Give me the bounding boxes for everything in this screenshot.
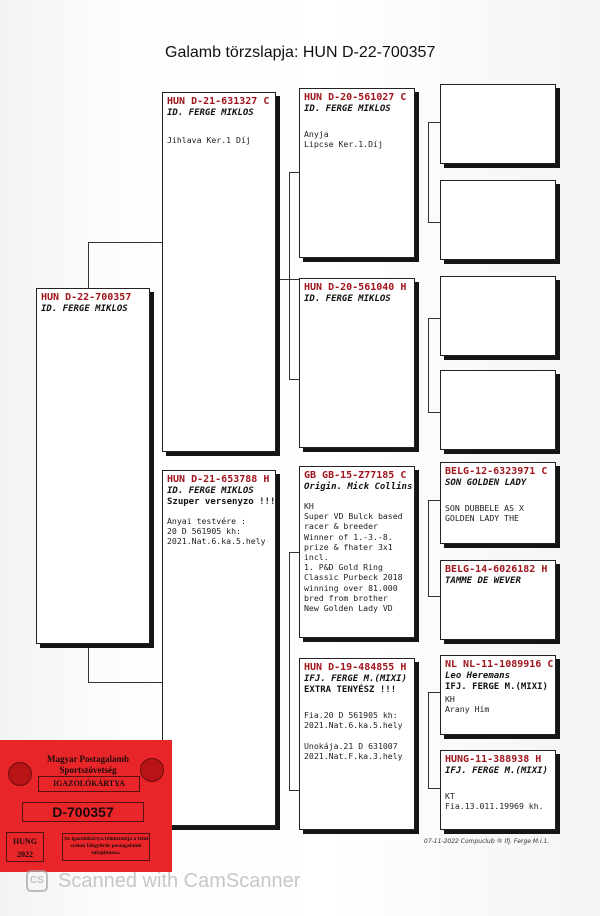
- pigeon-box-empty: [440, 276, 556, 356]
- connector-line: [428, 318, 429, 412]
- card-label: IGAZOLÓKÁRTYA: [38, 776, 140, 792]
- card-fine-print: Az igazolókártya felmutatója a fenti számú lábgyűrűs postagalamb tulajdonosa.: [62, 833, 150, 861]
- owner-name: IFJ. FERGE M.(MIXI): [304, 674, 407, 684]
- connector-line: [289, 279, 290, 379]
- pigeon-logo-icon: [8, 762, 32, 786]
- pigeon-box-empty: [440, 84, 556, 164]
- ring-number: HUN D-22-700357: [41, 292, 132, 303]
- pigeon-box-dam-sire-sire: [440, 462, 556, 544]
- connector-line: [276, 279, 300, 280]
- connector-line: [88, 682, 162, 683]
- pigeon-note: Anyai testvére : 20 D 561905 kh: 2021.Nat.6.ka.5.hely: [167, 516, 266, 547]
- pigeon-note: Fia.20 D 561905 kh: 2021.Nat.6.ka.5.hely Unokája.21 D 631007 2021.Nat.F.ka.3.hely: [304, 710, 403, 761]
- connector-line: [428, 788, 440, 789]
- pigeon-box-sire-sire: [299, 88, 415, 258]
- connector-line: [428, 412, 440, 413]
- pigeon-box-empty: [440, 370, 556, 450]
- owner-name: ID. FERGE MIKLOS: [304, 104, 391, 114]
- ring-number: HUN D-20-561040 H: [304, 282, 407, 293]
- ring-number: NL NL-11-1089916 C: [445, 659, 554, 670]
- pigeon-box-dam-dam-dam: [440, 750, 556, 830]
- ring-number: HUNG-11-388938 H: [445, 754, 542, 765]
- owner-name: IFJ. FERGE M.(MIXI): [445, 766, 548, 776]
- ring-number: BELG-14-6026182 H: [445, 564, 548, 575]
- pigeon-box-sire-dam: [299, 278, 415, 448]
- owner-name: ID. FERGE MIKLOS: [167, 108, 254, 118]
- pigeon-note: KT Fia.13.011.19969 kh.: [445, 791, 544, 812]
- connector-line: [428, 500, 440, 501]
- connector-line: [428, 500, 429, 596]
- pigeon-box-dam-dam-sire: [440, 655, 556, 735]
- pigeon-highlight: IFJ. FERGE M.(MIXI): [445, 682, 548, 692]
- connector-line: [88, 644, 89, 682]
- owner-name: ID. FERGE MIKLOS: [41, 304, 128, 314]
- connector-line: [88, 242, 89, 288]
- connector-line: [289, 552, 290, 790]
- watermark-text: Scanned with CamScanner: [58, 870, 301, 892]
- owner-name: Leo Heremans: [445, 671, 511, 681]
- print-footer: 07-11-2022 Compuclub ® Ifj. Ferge M.i.1.: [424, 838, 550, 845]
- connector-line: [289, 172, 290, 279]
- ring-number: BELG-12-6323971 C: [445, 466, 548, 477]
- pigeon-note: Jihlava Ker.1 Díj: [167, 135, 251, 145]
- connector-line: [88, 242, 162, 243]
- pigeon-note: KH Super VD Bulck based racer & breeder Winner of 1.-3.-8. prize & fhater 3x1 incl. 1. P&D Gold Ring Classic Purbeck 2018 winning over 81.000 bred from brother New Golden Lady VD: [304, 501, 403, 614]
- connector-line: [289, 172, 299, 173]
- connector-line: [428, 222, 440, 223]
- connector-line: [289, 379, 299, 380]
- owner-name: TAMME DE WEVER: [445, 576, 521, 586]
- pigeon-box-dam-dam: [299, 658, 415, 830]
- page-title: Galamb törzslapja: HUN D-22-700357: [165, 44, 436, 61]
- card-number: D-700357: [22, 802, 144, 822]
- owner-name: SON GOLDEN LADY: [445, 478, 527, 488]
- pigeon-note: KH Arany Hím: [445, 694, 490, 715]
- scanner-watermark: [0, 868, 600, 898]
- connector-line: [428, 318, 440, 319]
- connector-line: [428, 692, 429, 788]
- ring-number: HUN D-20-561027 C: [304, 92, 407, 103]
- connector-line: [428, 692, 440, 693]
- connector-line: [428, 596, 440, 597]
- ring-number: HUN D-21-631327 C: [167, 96, 270, 107]
- pigeon-note: SON DUBBELE AS X GOLDEN LADY THE: [445, 503, 524, 524]
- connector-line: [289, 790, 299, 791]
- owner-name: ID. FERGE MIKLOS: [167, 486, 254, 496]
- connector-line: [428, 122, 429, 222]
- pigeon-box-dam: [162, 470, 276, 826]
- pigeon-box-empty: [440, 180, 556, 260]
- ring-number: GB GB-15-Z77185 C: [304, 470, 407, 481]
- pigeon-box-subject: [36, 288, 150, 644]
- pigeon-highlight: Szuper versenyzo !!!: [167, 497, 276, 507]
- ring-number: HUN D-19-484855 H: [304, 662, 407, 673]
- owner-name: ID. FERGE MIKLOS: [304, 294, 391, 304]
- pigeon-box-sire: [162, 92, 276, 452]
- connector-line: [289, 552, 299, 553]
- ring-number: HUN D-21-653788 H: [167, 474, 270, 485]
- pigeon-logo-icon: [140, 758, 164, 782]
- owner-name: Origin. Mick Collins: [304, 482, 413, 492]
- card-organization: Magyar Postagalamb Sportszövetség: [46, 754, 130, 775]
- pigeon-highlight: EXTRA TENYÉSZ !!!: [304, 685, 397, 695]
- pigeon-note: Anyja Lipcse Ker.1.Díj: [304, 129, 383, 150]
- camscanner-icon: CS: [26, 870, 48, 892]
- pigeon-box-dam-sire: [299, 466, 415, 638]
- pigeon-box-dam-sire-dam: [440, 560, 556, 640]
- connector-line: [428, 122, 440, 123]
- card-country-year: HUNG 2022: [6, 832, 44, 862]
- identity-card: [0, 740, 172, 872]
